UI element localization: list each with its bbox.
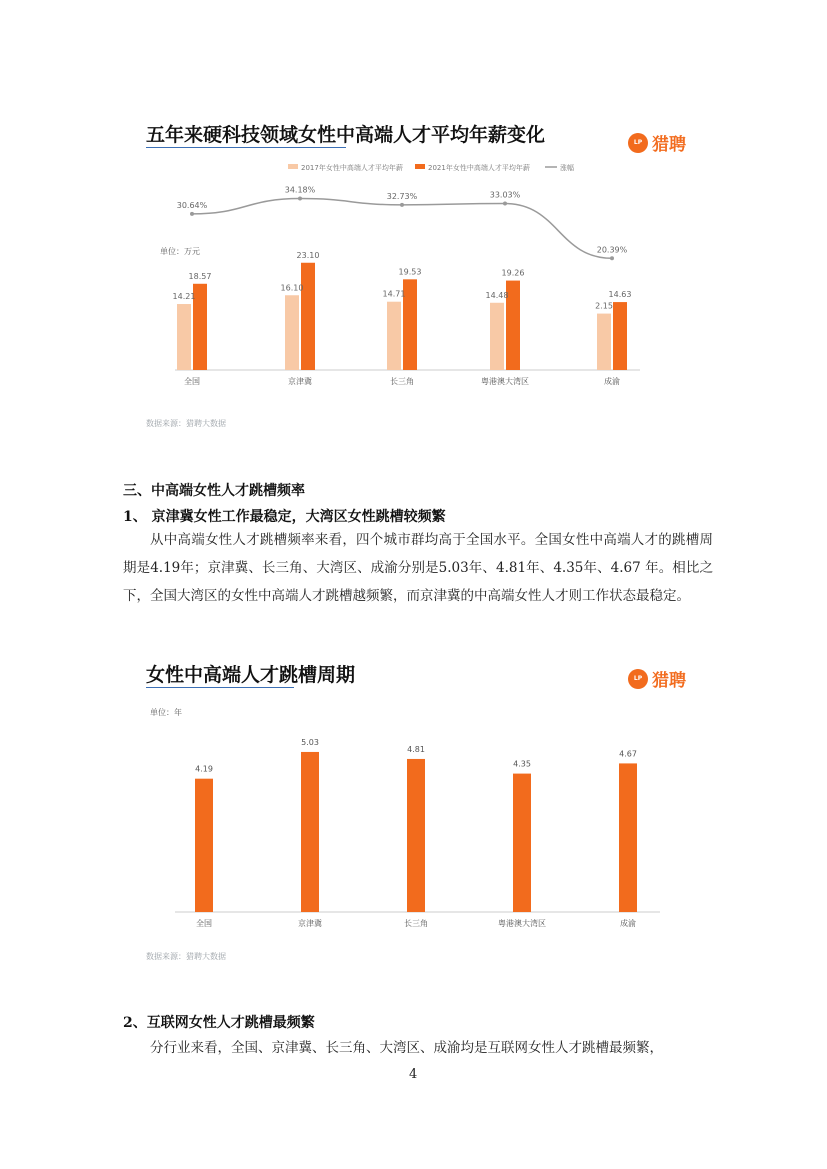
legend-swatch-2017: [288, 164, 298, 169]
brand-badge-icon: LP: [628, 133, 648, 153]
legend-label-growth: 涨幅: [560, 164, 574, 172]
chart2-plot: [140, 725, 680, 935]
bar: [407, 759, 425, 912]
data-label-2021: 19.53: [398, 267, 422, 277]
data-label: 4.19: [195, 764, 213, 774]
data-label-2017: 14.48: [485, 290, 509, 300]
bar-2021: [301, 263, 315, 370]
subsection-heading-1: 1、 京津冀女性工作最稳定，大湾区女性跳槽较频繁: [123, 509, 446, 525]
chart1-plot: [140, 155, 680, 400]
bar-2017: [387, 302, 401, 370]
growth-label: 32.73%: [386, 191, 418, 201]
chart2-unit: 单位：年: [150, 708, 182, 717]
category-label: 成渝: [604, 377, 620, 386]
data-label-2021: 19.26: [501, 268, 525, 278]
data-label: 4.35: [513, 759, 531, 769]
category-label: 长三角: [404, 919, 428, 928]
chart1-title-underline: [146, 147, 346, 148]
paragraph-2: 分行业来看，全国、京津冀、长三角、大湾区、成渝均是互联网女性人才跳槽最频繁，: [150, 1040, 663, 1056]
growth-label: 20.39%: [596, 245, 628, 255]
chart1-brand-logo: [628, 130, 686, 155]
brand-name: 猎聘: [652, 671, 686, 691]
bar-2017: [597, 314, 611, 370]
chart2-title-underline: [146, 687, 294, 688]
bar: [301, 752, 319, 912]
legend-label-2021: 2021年女性中高端人才平均年薪: [428, 164, 530, 172]
category-label: 京津冀: [298, 919, 322, 928]
data-label-2021: 18.57: [188, 271, 212, 281]
paragraph-1: 从中高端女性人才跳槽频率来看，四个城市群均高于全国水平。全国女性中高端人才的跳槽周期是4.19年；京津冀、长三角、大湾区、成渝分别是5.03年、4.81年、4.35年、4.67 年。相比之下，全国大湾区的女性中高端人才跳槽越频繁，而京津冀的中高端女性人才则工作状态最稳定。: [123, 532, 713, 604]
data-label-2017: 14.71: [382, 289, 406, 299]
growth-point: [610, 256, 614, 260]
growth-label: 33.03%: [489, 190, 521, 200]
bar-2017: [490, 303, 504, 370]
category-label: 全国: [196, 919, 212, 928]
growth-point: [503, 202, 507, 206]
category-label: 成渝: [620, 919, 636, 928]
category-label: 粤港澳大湾区: [481, 377, 529, 386]
data-label: 4.67: [619, 749, 637, 759]
bar: [513, 774, 531, 912]
legend-swatch-2021: [415, 164, 425, 169]
growth-label: 34.18%: [284, 185, 316, 195]
bar-2017: [177, 304, 191, 370]
bar: [619, 763, 637, 912]
chart1-title: 五年来硬科技领域女性中高端人才平均年薪变化: [146, 124, 546, 146]
bar-2021: [613, 302, 627, 370]
data-label-2021: 23.10: [296, 250, 320, 260]
legend-label-2017: 2017年女性中高端人才平均年薪: [301, 164, 403, 172]
chart2-brand-logo: [628, 666, 686, 691]
category-label: 京津冀: [288, 377, 312, 386]
data-label: 4.81: [407, 744, 425, 754]
data-label-2017: 16.10: [280, 283, 304, 293]
growth-point: [190, 212, 194, 216]
bar: [195, 779, 213, 912]
growth-line: [192, 199, 612, 259]
category-label: 全国: [184, 377, 200, 386]
category-label: 粤港澳大湾区: [498, 919, 546, 928]
chart2-source: 数据来源：猎聘大数据: [146, 952, 226, 961]
chart1-source: 数据来源：猎聘大数据: [146, 419, 226, 428]
growth-point: [298, 197, 302, 201]
data-label-2021: 14.63: [608, 290, 632, 300]
subsection-heading-2: 2、互联网女性人才跳槽最频繁: [123, 1015, 315, 1031]
data-label-2017: 2.15: [595, 301, 613, 311]
data-label-2017: 14.21: [172, 292, 196, 302]
chart1-unit: 单位：万元: [160, 247, 200, 256]
growth-label: 30.64%: [176, 200, 208, 210]
brand-name: 猎聘: [652, 135, 686, 155]
bar-2017: [285, 295, 299, 370]
data-label: 5.03: [301, 737, 319, 747]
page-number: 4: [409, 1067, 418, 1082]
chart2-title: 女性中高端人才跳槽周期: [146, 664, 356, 686]
brand-badge-icon: LP: [628, 669, 648, 689]
category-label: 长三角: [390, 377, 414, 386]
section-heading: 三、中高端女性人才跳槽频率: [123, 483, 305, 499]
growth-point: [400, 203, 404, 207]
